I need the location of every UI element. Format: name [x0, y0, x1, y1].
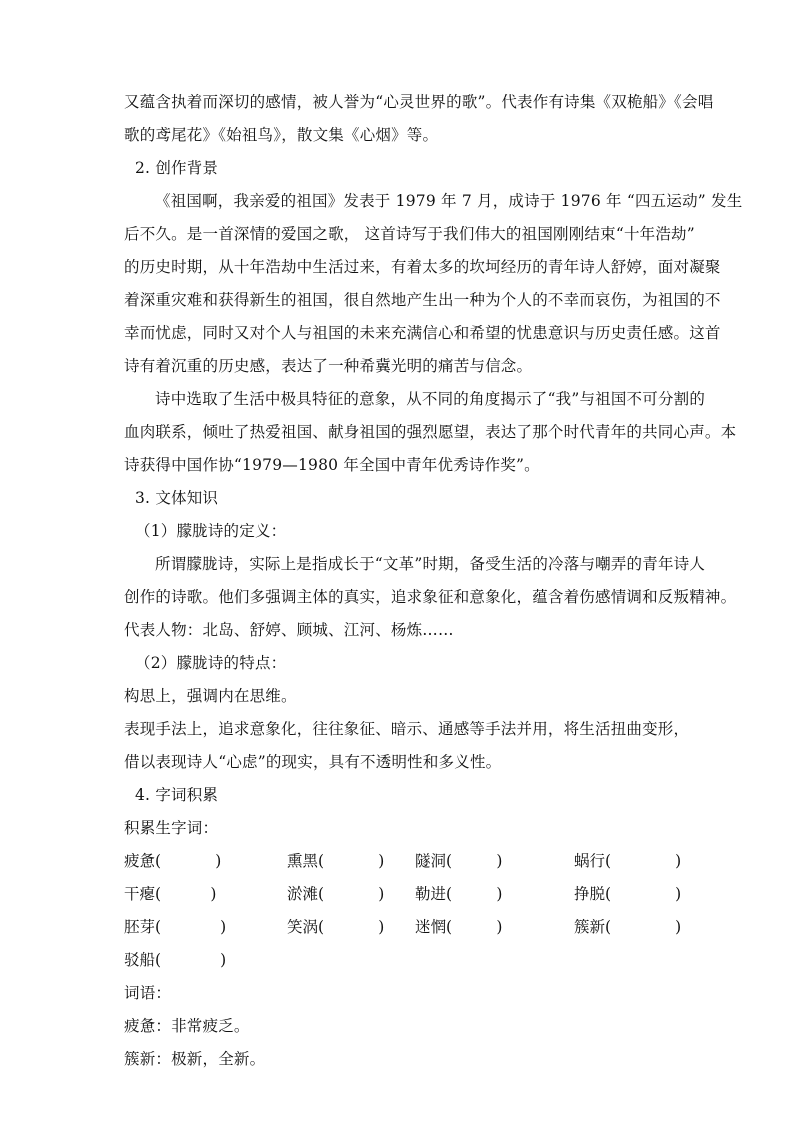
paragraph-line: 后不久。是一首深情的爱国之歌， 这首诗写于我们伟大的祖国刚刚结束“十年浩劫” [124, 225, 695, 243]
vocab-item: 笑涡( ) [287, 918, 385, 936]
vocab-item: 簇新( ) [574, 918, 682, 936]
vocab-item: 熏黑( ) [287, 852, 385, 870]
text-line: 歌的鸢尾花》《始祖鸟》，散文集《心烟》等。 [124, 126, 439, 144]
vocab-item: 驳船( ) [124, 951, 227, 969]
definition-line: 疲惫：非常疲乏。 [124, 1017, 250, 1035]
paragraph-line: 借以表现诗人“心虑”的现实，具有不透明性和多义性。 [124, 753, 502, 771]
section-heading-2: 2. 创作背景 [135, 159, 219, 177]
paragraph-line: 诗有着沉重的历史感，表达了一种希冀光明的痛苦与信念。 [124, 357, 533, 375]
paragraph-line: 血肉联系，倾吐了热爱祖国、献身祖国的强烈愿望，表达了那个时代青年的共同心声。本 [124, 423, 737, 441]
vocab-item: 挣脱( ) [574, 885, 682, 903]
vocab-item: 隧洞( ) [415, 852, 503, 870]
paragraph-line: 诗中选取了生活中极具特征的意象，从不同的角度揭示了“我”与祖国不可分割的 [155, 390, 706, 408]
section-heading-3: 3. 文体知识 [135, 489, 219, 507]
vocab-item: 淤滩( ) [287, 885, 385, 903]
vocab-row [124, 949, 704, 971]
paragraph-line: 构思上，强调内在思维。 [124, 687, 297, 705]
section-heading-4: 4. 字词积累 [135, 786, 219, 804]
subsection-heading: （1）朦胧诗的定义： [135, 522, 287, 540]
paragraph-line: 幸而忧虑，同时又对个人与祖国的未来充满信心和希望的忧患意识与历史责任感。这首 [124, 324, 721, 342]
paragraph-line: 着深重灾难和获得新生的祖国，很自然地产生出一种为个人的不幸而哀伤，为祖国的不 [124, 291, 721, 309]
text-line: 又蕴含执着而深切的感情，被人誉为“心灵世界的歌”。代表作有诗集《双桅船》《会唱 [124, 93, 714, 111]
vocab-item: 勒进( ) [415, 885, 503, 903]
vocab-row [124, 850, 704, 872]
vocab-intro: 积累生字词： [124, 819, 219, 837]
words-label: 词语： [124, 984, 172, 1002]
vocab-item: 干瘪( ) [124, 885, 217, 903]
paragraph-line: 的历史时期，从十年浩劫中生活过来，有着太多的坎坷经历的青年诗人舒婷，面对凝聚 [124, 258, 721, 276]
definition-line: 簇新：极新，全新。 [124, 1050, 266, 1068]
paragraph-line: 《祖国啊，我亲爱的祖国》发表于 1979 年 7 月，成诗于 1976 年 “四五运动” 发生 [155, 192, 743, 210]
paragraph-line: 所谓朦胧诗，实际上是指成长于“文革”时期，备受生活的冷落与嘲弄的青年诗人 [155, 555, 706, 573]
subsection-heading: （2）朦胧诗的特点： [135, 654, 287, 672]
paragraph-line: 创作的诗歌。他们多强调主体的真实，追求象征和意象化，蕴含着伤感情调和反叛精神。 [124, 588, 737, 606]
paragraph-line: 表现手法上，追求意象化，往往象征、暗示、通感等手法并用，将生活扭曲变形， [124, 720, 690, 738]
vocab-item: 迷惘( ) [415, 918, 503, 936]
vocab-item: 蜗行( ) [574, 852, 682, 870]
vocab-row [124, 916, 704, 938]
paragraph-line: 诗获得中国作协“1979—1980 年全国中青年优秀诗作奖”。 [124, 456, 540, 474]
paragraph-line: 代表人物：北岛、舒婷、顾城、江河、杨炼…… [124, 621, 454, 639]
vocab-item: 胚芽( ) [124, 918, 227, 936]
vocab-row [124, 883, 704, 905]
vocab-item: 疲惫( ) [124, 852, 222, 870]
